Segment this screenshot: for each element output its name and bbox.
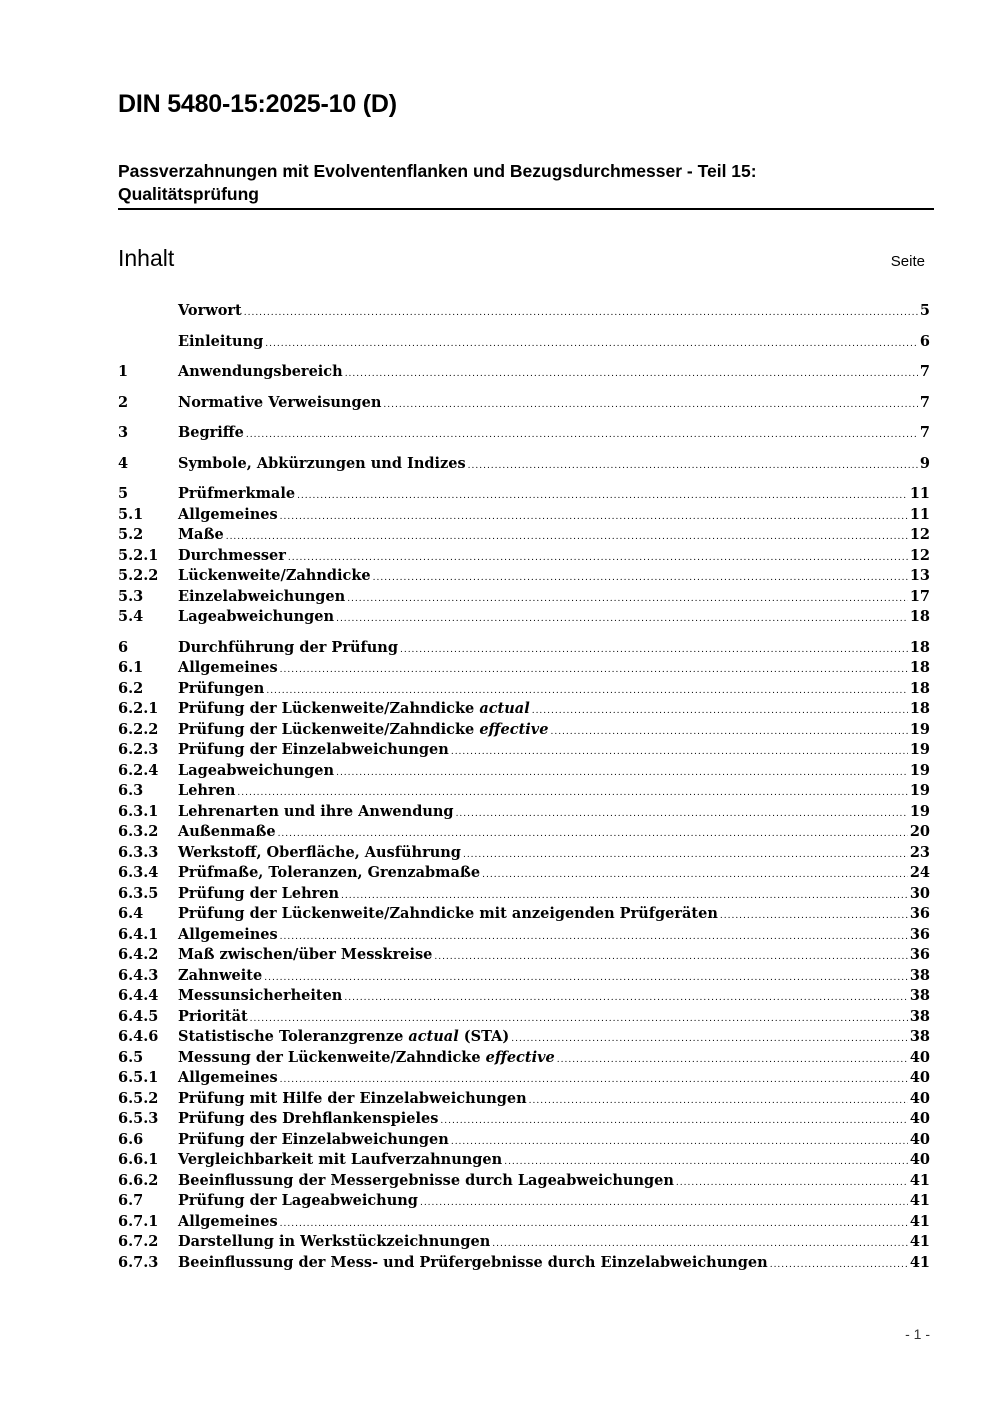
toc-entry-title-text: Lückenweite/Zahndicke — [178, 567, 371, 584]
toc-entry-title-text: Prüfung der Lückenweite/Zahndicke — [178, 720, 480, 738]
toc-entry-title — [178, 822, 276, 843]
toc-entry-title — [178, 1027, 509, 1048]
subtitle-line-1: Passverzahnungen mit Evolventenflanken und Bezugsdurchmesser - Teil 15: — [118, 161, 757, 181]
toc-entry-page: 30 — [909, 884, 930, 902]
toc-entry-title-text: Lehren — [178, 782, 236, 799]
toc-entry-title — [178, 986, 342, 1007]
toc-entry-page: 9 — [919, 454, 930, 472]
toc-dot-leader — [440, 1111, 907, 1132]
toc-entry-title-text: Beeinflussung der Mess- und Prüfergebnisse durch Einzelabweichungen — [178, 1253, 768, 1271]
toc-entry-number: 6.4.2 — [118, 946, 159, 963]
toc-entry-title — [178, 454, 466, 475]
toc-entry-title — [178, 484, 295, 505]
toc-entry-title-text: Einleitung — [178, 332, 264, 350]
toc-entry-title — [178, 1253, 768, 1274]
toc-dot-leader — [280, 660, 908, 681]
toc-dot-leader — [344, 988, 907, 1009]
toc-heading: Inhalt — [118, 245, 175, 271]
toc-dot-leader — [451, 1132, 908, 1153]
toc-entry[interactable] — [118, 1171, 930, 1192]
toc-entry[interactable] — [118, 484, 930, 505]
toc-entry-number: 6.4.5 — [118, 1007, 159, 1025]
toc-entry-title-emphasis: actual — [408, 1028, 459, 1045]
toc-entry[interactable] — [118, 505, 930, 526]
toc-entry[interactable] — [118, 966, 930, 987]
toc-dot-leader — [383, 395, 918, 416]
toc-entry-title-text: Prüfmerkmale — [178, 485, 296, 502]
toc-dot-leader — [266, 681, 907, 702]
toc-dot-leader — [226, 527, 908, 548]
toc-entry[interactable] — [118, 699, 930, 720]
toc-entry-page: 36 — [909, 905, 930, 922]
toc-entry-number: 6.5 — [118, 1048, 144, 1066]
toc-entry-title — [178, 1171, 674, 1192]
toc-entry-page: 18 — [909, 659, 930, 676]
toc-entry-title-text: Allgemeines — [178, 925, 278, 943]
toc-entry-number: 6.3.5 — [118, 884, 159, 902]
toc-entry-number: 6.7.2 — [118, 1233, 159, 1250]
toc-entry-title-text: Vorwort — [178, 302, 242, 319]
toc-dot-leader — [264, 968, 908, 989]
toc-entry[interactable] — [118, 1048, 930, 1069]
toc-entry-title — [178, 1191, 418, 1212]
toc-entry-page: 40 — [909, 1069, 930, 1086]
toc-entry-title — [178, 1212, 278, 1233]
toc-entry-title-text: Einzelabweichungen — [178, 587, 346, 605]
toc-entry[interactable] — [118, 393, 930, 414]
toc-dot-leader — [550, 722, 907, 743]
toc-entry-number: 6.2.2 — [118, 720, 159, 738]
toc-entry[interactable] — [118, 781, 930, 802]
toc-entry-title — [178, 1109, 438, 1130]
toc-entry-title — [178, 393, 381, 414]
toc-entry[interactable] — [118, 740, 930, 761]
toc-entry-page: 41 — [909, 1171, 930, 1189]
toc-entry-title-emphasis: effective — [485, 1048, 555, 1066]
toc-entry-number: 6.7.3 — [118, 1253, 159, 1271]
toc-entry[interactable] — [118, 986, 930, 1007]
toc-entry-number: 5.3 — [118, 587, 144, 605]
toc-dot-leader — [278, 824, 908, 845]
toc-entry-number: 5.1 — [118, 505, 144, 523]
toc-entry-title — [178, 740, 449, 761]
toc-entry-title-text: Priorität — [178, 1007, 248, 1025]
toc-entry-page: 19 — [909, 720, 930, 738]
toc-entry-number: 6.3.3 — [118, 843, 159, 861]
toc-entry-number: 5.4 — [118, 608, 144, 625]
toc-entry[interactable] — [118, 525, 930, 546]
subtitle-line-2: Qualitätsprüfung — [118, 184, 259, 204]
toc-entry[interactable] — [118, 925, 930, 946]
toc-entry-page: 19 — [909, 741, 930, 758]
toc-entry-title-text: Zahnweite — [178, 966, 263, 984]
toc-entry-page: 40 — [909, 1048, 930, 1066]
toc-entry-title — [178, 843, 461, 864]
toc-entry-title — [178, 423, 244, 444]
toc-entry-number: 6.4.3 — [118, 966, 159, 984]
toc-entry[interactable] — [118, 1007, 930, 1028]
toc-entry-number: 5.2.2 — [118, 567, 159, 584]
toc-dot-leader — [492, 1234, 908, 1255]
toc-entry-page: 40 — [909, 1110, 930, 1127]
toc-entry-title-text: Prüfung der Einzelabweichungen — [178, 1130, 449, 1148]
toc-entry-page: 12 — [909, 526, 930, 543]
toc-entry[interactable] — [118, 1232, 930, 1253]
toc-entry-page: 40 — [909, 1089, 930, 1107]
toc-entry-title-text: Werkstoff, Oberfläche, Ausführung — [178, 843, 461, 861]
toc-entry-title — [178, 525, 224, 546]
toc-dot-leader — [482, 865, 908, 886]
toc-entry-title — [178, 884, 339, 905]
toc-entry-title — [178, 546, 286, 567]
toc-entry-page: 38 — [909, 1007, 930, 1025]
toc-entry-title-text: Allgemeines — [178, 1069, 278, 1086]
toc-dot-leader — [244, 303, 918, 324]
toc-entry-number: 6.4 — [118, 905, 144, 922]
toc-entry-number: 5.2.1 — [118, 546, 159, 564]
toc-entry-title — [178, 802, 454, 823]
toc-entry-page: 36 — [909, 946, 930, 963]
toc-entry-title — [178, 863, 480, 884]
document-subtitle — [118, 160, 934, 210]
toc-entry[interactable] — [118, 587, 930, 608]
toc-entry[interactable] — [118, 607, 930, 628]
toc-dot-leader — [770, 1255, 908, 1276]
toc-entry[interactable] — [118, 332, 930, 353]
toc-entry-title-text: Normative Verweisungen — [178, 393, 382, 411]
toc-entry-number: 1 — [118, 363, 129, 380]
toc-dot-leader — [463, 845, 908, 866]
toc-dot-leader — [297, 486, 908, 507]
toc-entry-page: 40 — [909, 1130, 930, 1148]
toc-entry-page: 13 — [909, 567, 930, 584]
toc-entry[interactable] — [118, 904, 930, 925]
toc-entry-title-text: Symbole, Abkürzungen und Indizes — [178, 454, 466, 472]
toc-entry-title-text: Allgemeines — [178, 1212, 278, 1230]
toc-dot-leader — [280, 927, 908, 948]
toc-entry-title-text: Messunsicherheiten — [178, 987, 343, 1004]
toc-entry-title-text: Prüfung des Drehflankenspieles — [178, 1110, 439, 1127]
toc-entry-title-text: Lehrenarten und ihre Anwendung — [178, 802, 454, 820]
toc-entry-title — [178, 904, 718, 925]
toc-entry-title-text: Vergleichbarkeit mit Laufverzahnungen — [178, 1151, 503, 1168]
toc-entry-title — [178, 1150, 502, 1171]
toc-entry-title-text: Messung der Lückenweite/Zahndicke — [178, 1048, 486, 1066]
toc-entry-page: 38 — [909, 966, 930, 984]
toc-entry[interactable] — [118, 1212, 930, 1233]
page-number: - 1 - — [905, 1326, 930, 1342]
toc-page-column-label: Seite — [890, 253, 925, 270]
toc-entry-title — [178, 925, 278, 946]
toc-entry-number: 2 — [118, 393, 129, 411]
toc-entry[interactable] — [118, 638, 930, 659]
toc-entry-page: 41 — [909, 1253, 930, 1271]
toc-entry-title — [178, 945, 432, 966]
toc-entry-number: 6 — [118, 638, 129, 656]
toc-entry-title-emphasis: effective — [479, 720, 549, 738]
toc-entry[interactable] — [118, 802, 930, 823]
toc-entry-number: 6.7 — [118, 1192, 144, 1209]
toc-entry[interactable] — [118, 1068, 930, 1089]
toc-entry-title-text: Prüfungen — [178, 679, 265, 697]
toc-dot-leader — [420, 1193, 908, 1214]
toc-entry[interactable] — [118, 863, 930, 884]
toc-entry-page: 18 — [909, 638, 930, 656]
toc-entry-number: 6.2.4 — [118, 761, 159, 779]
toc-dot-leader — [676, 1173, 908, 1194]
toc-entry-number: 5.2 — [118, 526, 144, 543]
document-id: DIN 5480-15:2025-10 (D) — [118, 90, 397, 118]
toc-entry-title — [178, 1048, 555, 1069]
toc-entry-title-text: Prüfmaße, Toleranzen, Grenzabmaße — [178, 864, 481, 881]
toc-entry-page: 38 — [909, 987, 930, 1004]
toc-entry-page: 7 — [919, 393, 930, 411]
toc-entry[interactable] — [118, 423, 930, 444]
toc-entry-page: 12 — [909, 546, 930, 564]
toc-entry-title-text: Prüfung mit Hilfe der Einzelabweichungen — [178, 1089, 527, 1107]
toc-entry-title-text: Lageabweichungen — [178, 761, 335, 779]
toc-entry-page: 38 — [909, 1028, 930, 1045]
toc-entry[interactable] — [118, 658, 930, 679]
toc-entry[interactable] — [118, 945, 930, 966]
toc-entry-title-text: Prüfung der Einzelabweichungen — [178, 741, 449, 758]
toc-entry-title — [178, 720, 548, 741]
toc-dot-leader — [265, 334, 918, 355]
toc-entry-title — [178, 1007, 248, 1028]
toc-entry[interactable] — [118, 1253, 930, 1274]
toc-entry-number: 6.7.1 — [118, 1212, 159, 1230]
toc-entry-title-text: Prüfung der Lehren — [178, 884, 340, 902]
toc-entry-title — [178, 301, 242, 322]
toc-entry-title — [178, 332, 263, 353]
toc-entry-title-text: Statistische Toleranzgrenze — [178, 1028, 409, 1045]
toc-entry-title-text: Lageabweichungen — [178, 608, 335, 625]
toc-entry-page: 41 — [909, 1233, 930, 1250]
toc-entry-title-text: Prüfung der Lückenweite/Zahndicke — [178, 700, 480, 717]
toc-entry-page: 5 — [919, 302, 930, 319]
toc-entry-title — [178, 1130, 449, 1151]
toc-entry-title — [178, 638, 398, 659]
toc-entry-title-text: Beeinflussung der Messergebnisse durch Lageabweichungen — [178, 1171, 674, 1189]
toc-entry[interactable] — [118, 1150, 930, 1171]
toc-entry[interactable] — [118, 566, 930, 587]
toc-dot-leader — [341, 886, 908, 907]
toc-entry-page: 19 — [909, 761, 930, 779]
toc-entry-number: 6.2 — [118, 679, 144, 697]
toc-entry-page: 36 — [909, 925, 930, 943]
toc-dot-leader — [532, 701, 908, 722]
toc-entry-page: 18 — [909, 700, 930, 717]
toc-entry-number: 6.6 — [118, 1130, 144, 1148]
toc-entry-number: 6.2.1 — [118, 700, 159, 717]
toc-entry-page: 7 — [919, 424, 930, 441]
toc-dot-leader — [280, 1214, 908, 1235]
toc-dot-leader — [336, 609, 908, 630]
toc-entry-title — [178, 566, 371, 587]
toc-entry[interactable] — [118, 720, 930, 741]
toc-entry-title — [178, 761, 334, 782]
toc-entry-number: 6.3.2 — [118, 823, 159, 840]
toc-dot-leader — [468, 456, 918, 477]
table-of-contents — [118, 301, 930, 1273]
toc-entry[interactable] — [118, 822, 930, 843]
toc-entry-number: 6.5.3 — [118, 1110, 159, 1127]
toc-entry[interactable] — [118, 1089, 930, 1110]
toc-dot-leader — [373, 568, 908, 589]
toc-entry-title — [178, 1089, 527, 1110]
toc-entry-title — [178, 505, 278, 526]
toc-dot-leader — [451, 742, 908, 763]
toc-entry-title — [178, 607, 334, 628]
toc-entry-title — [178, 966, 262, 987]
toc-entry-title-suffix: (STA) — [458, 1028, 510, 1045]
toc-dot-leader — [250, 1009, 908, 1030]
toc-dot-leader — [529, 1091, 908, 1112]
toc-entry-number: 6.6.1 — [118, 1151, 159, 1168]
toc-entry[interactable] — [118, 884, 930, 905]
toc-entry-page: 17 — [909, 587, 930, 605]
toc-entry-title — [178, 1232, 490, 1253]
toc-entry[interactable] — [118, 679, 930, 700]
toc-entry-title-text: Darstellung in Werkstückzeichnungen — [178, 1233, 491, 1250]
toc-entry[interactable] — [118, 843, 930, 864]
toc-entry-number: 6.6.2 — [118, 1171, 159, 1189]
toc-entry-page: 41 — [909, 1212, 930, 1230]
toc-entry-number: 6.4.6 — [118, 1028, 159, 1045]
toc-entry-number: 6.3.4 — [118, 864, 159, 881]
toc-entry-page: 6 — [919, 332, 930, 350]
toc-dot-leader — [434, 947, 907, 968]
toc-entry-title-emphasis: actual — [479, 700, 530, 717]
toc-dot-leader — [237, 783, 907, 804]
toc-entry-number: 6.4.4 — [118, 987, 159, 1004]
toc-entry-title — [178, 1068, 278, 1089]
toc-dot-leader — [347, 589, 908, 610]
toc-entry-title-text: Allgemeines — [178, 659, 278, 676]
toc-entry-title — [178, 587, 345, 608]
toc-entry-page: 19 — [909, 802, 930, 820]
toc-entry-title — [178, 699, 530, 720]
toc-entry-title-text: Anwendungsbereich — [178, 363, 343, 380]
toc-entry-page: 11 — [909, 485, 930, 502]
toc-dot-leader — [246, 425, 918, 446]
toc-dot-leader — [280, 1070, 908, 1091]
toc-entry-number: 3 — [118, 424, 129, 441]
toc-entry[interactable] — [118, 546, 930, 567]
toc-entry-title-text: Außenmaße — [178, 823, 276, 840]
toc-entry-page: 24 — [909, 864, 930, 881]
toc-dot-leader — [456, 804, 908, 825]
toc-entry[interactable] — [118, 362, 930, 383]
toc-entry-title-text: Prüfung der Lückenweite/Zahndicke mit anzeigenden Prüfgeräten — [178, 905, 718, 922]
toc-entry[interactable] — [118, 1027, 930, 1048]
toc-dot-leader — [400, 640, 908, 661]
toc-entry-page: 40 — [909, 1151, 930, 1168]
toc-entry[interactable] — [118, 1191, 930, 1212]
toc-entry[interactable] — [118, 301, 930, 322]
toc-entry-number: 6.1 — [118, 659, 144, 676]
toc-entry-title — [178, 781, 235, 802]
toc-entry-title — [178, 679, 264, 700]
toc-entry-page: 41 — [909, 1192, 930, 1209]
toc-entry[interactable] — [118, 1109, 930, 1130]
toc-dot-leader — [511, 1029, 908, 1050]
toc-dot-leader — [345, 364, 918, 385]
toc-entry-page: 7 — [919, 363, 930, 380]
toc-entry-number: 5 — [118, 485, 129, 502]
toc-entry-title-text: Durchmesser — [178, 546, 286, 564]
toc-entry-title — [178, 658, 278, 679]
toc-dot-leader — [288, 548, 908, 569]
toc-entry-title — [178, 362, 343, 383]
toc-entry-title-text: Begriffe — [178, 424, 244, 441]
toc-entry-number: 6.5.1 — [118, 1069, 159, 1086]
toc-dot-leader — [557, 1050, 908, 1071]
toc-entry-page: 20 — [909, 823, 930, 840]
toc-dot-leader — [720, 906, 908, 927]
toc-entry-number: 6.3 — [118, 782, 144, 799]
toc-entry-page: 23 — [909, 843, 930, 861]
toc-entry-number: 4 — [118, 454, 129, 472]
toc-dot-leader — [336, 763, 908, 784]
toc-dot-leader — [504, 1152, 908, 1173]
toc-entry-title-text: Maß zwischen/über Messkreise — [178, 946, 433, 963]
toc-entry-number: 6.2.3 — [118, 741, 159, 758]
toc-entry-title-text: Maße — [178, 526, 224, 543]
toc-entry-title-text: Allgemeines — [178, 505, 278, 523]
toc-dot-leader — [280, 507, 908, 528]
toc-entry-page: 18 — [909, 679, 930, 697]
toc-entry-page: 18 — [909, 608, 930, 625]
toc-entry[interactable] — [118, 1130, 930, 1151]
toc-entry[interactable] — [118, 454, 930, 475]
toc-entry-page: 19 — [909, 782, 930, 799]
toc-entry-title-text: Durchführung der Prüfung — [178, 638, 398, 656]
toc-entry-number: 6.4.1 — [118, 925, 159, 943]
toc-entry-number: 6.3.1 — [118, 802, 159, 820]
toc-entry-number: 6.5.2 — [118, 1089, 159, 1107]
toc-entry-page: 11 — [909, 505, 930, 523]
toc-entry[interactable] — [118, 761, 930, 782]
toc-entry-title-text: Prüfung der Lageabweichung — [178, 1192, 418, 1209]
